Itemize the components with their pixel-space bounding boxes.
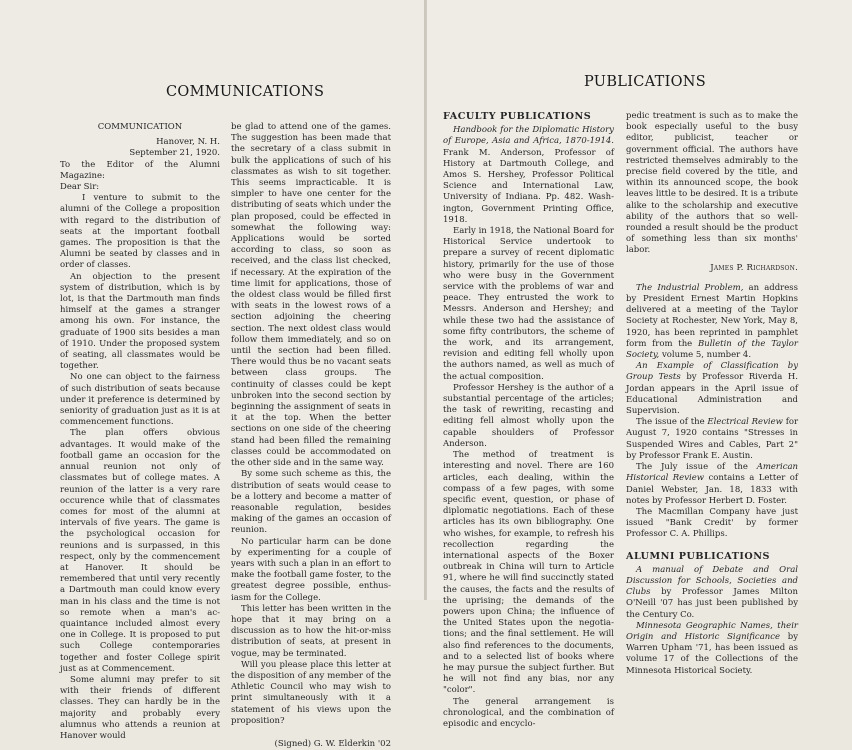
debate-manual-title: A manual of Debate and Oral Discussion for Schools, Societies and Clubs [626,564,798,598]
electrical-review-entry [626,417,798,462]
paragraph: Early in 1918, the National Board for Historical Service undertook to prepare a survey of recent diplomatic history, primarily for the use of those who were busy in the Government service with the problems of war and peace. They entrusted the work to Messrs. Anderson and Hershey; and while these two had the assistance of some fifty contributors, the scheme of the work, and its arrangement, revision and editing fell wholly upon the authors named, as well as much of the actual composition. [443,226,614,382]
communication-column-1 [60,122,220,742]
industrial-problem-title: The Industrial Problem, [636,282,744,293]
entry-text: by Professor James Milton O'Neill '07 has just been published by the Century Co. [626,587,799,620]
paragraph: No one can object to the fairness of such distribution of seats because under it preference is determined by seniority of graduation just as it is at commencement functions. [60,372,220,428]
paragraph: pedic treatment is such as to make the book especially useful to the busy editor, publicist, teacher or government official. The authors have restricted themselves admirably to the precise field covered by the title, and within its announced scope, the book leaves little to be desired. It is a tribute alike to the scholarship and executive ability of the authors that so well-rounded a result should be the product of something less than six months' labor. [626,111,798,256]
publications-heading: PUBLICATIONS [584,74,707,90]
reviewer-name: James P. Richardson. [710,262,798,273]
paragraph: Some alumni may prefer to sit with their friends of different classes. They can hardly be in the majority and probably every alumnus who attends a reunion at Hanover would [60,674,220,741]
electrical-review-title: Electrical Review [707,417,783,428]
paragraph: I venture to submit to the alumni of the College a proposition with regard to the distribution of seats at the important football games. The proposition is that the Alumni be seated by classes and in order of classes. [60,193,220,271]
paragraph: Will you please place this letter at the disposition of any member of the Athletic Council who may wish to print simultaneously with it a statement of his views upon the proposition? [231,659,391,726]
letter-signature: (Signed) G. W. Elderkin '02 [274,738,391,749]
publications-column-1 [443,111,614,730]
historical-review-title: American Historical Review [626,462,799,484]
entry-text: The July issue of the [636,462,748,473]
macmillan-entry: The Macmillan Company have just issued "Bank Credit' by former Professor C. A. Phillips. [626,506,798,540]
paragraph: An objection to the present system of distribution, which is by lot, is that the Dartmouth man finds himself at the games a stranger among his own. For instance, the graduate of 1900 sits besides a man of 1910. Under the proposed system of seating, all classmates would be together. [60,271,220,372]
communication-column-2 [231,122,391,750]
communications-heading: COMMUNICATIONS [166,84,325,100]
publications-page [427,0,852,729]
bulletin-title: Bulletin of the Taylor Society, [626,338,798,361]
paragraph: The method of treatment is interesting and novel. There are 160 articles, each dealing, within the compass of a few pages, with some specific event, question, or phase of diplomatic negotiations. Each of these articles has its own bibliography. One who wishes, for example, to refresh his recollection regarding the international aspects of the Boxer outbreak in China will turn to Article 91, where he will find succinctly stated the causes, the facts and the results of the uprising; the demands of the powers upon China; the influence of the United States upon the negotiations; and the final settlement. He will also find references to the documents, and to a selected list of books where he may pursue the subject further. But he will not find any bias, nor any "color". [443,450,614,696]
publications-column-2 [626,111,798,677]
handbook-entry [443,125,614,226]
entry-text: by Professor Riverda H. Jordan appears in the April issue of Educational Administration and Supervision. [626,372,799,417]
letter-date: September 21, 1920. [129,148,220,159]
paragraph: No particular harm can be done by experimenting for a couple of years with such a plan in an effort to make the football game foster, to the greatest degree possible, enthusiasm for the College. [231,536,391,603]
handbook-title: Handbook for the Diplomatic History of Europe, Asia and Africa, 1870-1914. [443,125,614,147]
entry-text: for August 7, 1920 contains "Stresses in Suspended Wires and Cables, Part 2" by Professor Frank E. Austin. [626,417,799,461]
entry-text: contains a Letter of Daniel Webster, Jan. 18, 1833 with notes by Professor Herbert D. Foster. [626,473,798,506]
letter-heading: COMMUNICATION [97,122,183,132]
letter-addressee: To the Editor of the Alumni Magazine: [60,159,220,181]
classification-title: An Example of Classification by Group Tests [626,361,798,383]
letter-salutation: Dear Sir: [60,182,100,193]
paragraph: By some such scheme as this, the distribution of seats would cease to be a lottery and become a matter of reasonable regulation, besides making of the games an occasion of reunion. [231,469,391,536]
paragraph: Professor Hershey is the author of a substantial percentage of the articles; the task of rewriting, recasting and editing fell almost wholly upon the capable shoulders of Professor Anderson. [443,382,614,449]
paragraph: be glad to attend one of the games. The suggestion has been made that the secretary of a class submit in bulk the applications of such of his classmates as wish to sit together. This seems impracticable. It is simpler to have one center for the distributing of seats which under the plan proposed, could be effected in somewhat the following way: Applications would be sorted according to class, so soon as received, and the class list checked, if necessary. At the expiration of the time limit for applications, those of the oldest class would be filled first with seats in the lowest rows of a section adjoining the cheering section. The next oldest class would follow them immediately, and so on until the section had been filled. There would thus be no vacant seats between class groups. The continuity of classes could be kept unbroken into the second section by beginning the assignment of seats in it at the top. When the better sections on one side of the cheering stand had been filled the remaining classes could be accommodated on the other side and in the same way. [231,122,391,469]
minnesota-names-entry [626,621,798,677]
classification-entry [626,361,798,417]
communications-page [0,0,424,749]
handbook-details: Frank M. Anderson, Professor of History at Dartmouth College, and Amos S. Hershey, Professor Political Science and International Law, University of Indiana. Pp. 482. Washington, Government Printing Office, 1918. [443,147,614,225]
minnesota-names-title: Minnesota Geographic Names, their Origin and Historic Significance [626,620,798,642]
letter-place: Hanover, N. H. [156,137,220,148]
debate-manual-entry [626,565,798,621]
faculty-publications-heading: FACULTY PUBLICATIONS [443,111,592,122]
entry-text: an address by President Ernest Martin Hopkins delivered at a meeting of the Taylor Society at Rochester, New York, May 8, 1920, has been reprinted in pamphlet form from the [626,282,798,349]
entry-text: The issue of the [636,417,705,428]
entry-text: volume 5, number 4. [661,350,752,361]
entry-text: by Warren Upham '71, has been issued as volume 17 of the Collections of the Minnesota Historical Society. [626,631,798,676]
alumni-publications-heading: ALUMNI PUBLICATIONS [626,550,770,562]
industrial-problem-entry [626,283,798,361]
paragraph: The general arrangement is chronological, and the combination of episodic and encyclo- [443,696,614,729]
paragraph: The plan offers obvious advantages. It would make of the football game an occasion for the annual reunion not only of classmates but of college mates. A reunion of the latter is a very rare occurence while that of classmates comes for most of the alumni at intervals of five years. The game is the psychological occasion for reunions and is surpassed, in this respect, only by the commencement at Hanover. It should be remembered that until very recently a Dartmouth man could know every man in his class and the time is not so remote when a man's acquaintance included almost every one in College. It is proposed to put such College contemporaries together and foster College spirit just as at Commencement. [60,428,220,674]
historical-review-entry [626,462,798,507]
paragraph: This letter has been written in the hope that it may bring on a discussion as to how the hit-or-miss distribution of seats, at present in vogue, may be terminated. [231,603,391,659]
